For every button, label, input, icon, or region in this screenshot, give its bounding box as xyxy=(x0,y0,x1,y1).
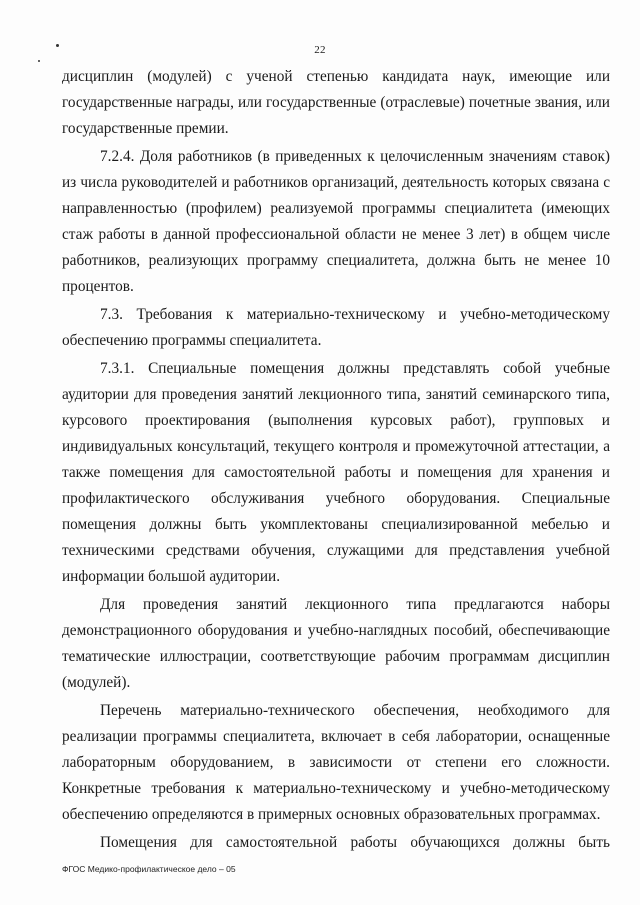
paragraph-material-list: Перечень материально-технического обеспечения, необходимого для реализации программы специалитета, включает в себя лаборатории, оснащенные лабораторным оборудованием, в зависимости от степени его сложности. Конкретные требования к материально-техническому и учебно-методическому обеспечению определяются в примерных основных образовательных программах. xyxy=(62,702,610,823)
paragraph-lecture-equipment: Для проведения занятий лекционного типа предлагаются наборы демонстрационного оборудования и учебно-наглядных пособий, обеспечивающие тематические иллюстрации, соответствующие рабочим программам дисциплин (модулей). xyxy=(62,596,610,691)
page-footer: ФГОС Медико-профилактическое дело – 05 xyxy=(62,864,236,874)
document-body xyxy=(62,64,610,856)
paragraph-7-3-1: 7.3.1. Специальные помещения должны представлять собой учебные аудитории для проведения занятий лекционного типа, занятий семинарского типа, курсового проектирования (выполнения курсовых работ), групповых и индивидуальных консультаций, текущего контроля и промежуточной аттестации, а также помещения для самостоятельной работы и помещения для хранения и профилактического обслуживания учебного оборудования. Специальные помещения должны быть укомплектованы специализированной мебелью и техническими средствами обучения, служащими для представления учебной информации большой аудитории. xyxy=(62,360,610,585)
paragraph-7-3: 7.3. Требования к материально-техническому и учебно-методическому обеспечению программы специалитета. xyxy=(62,306,610,349)
paragraph-7-2-4: 7.2.4. Доля работников (в приведенных к целочисленным значениям ставок) из числа руководителей и работников организаций, деятельность которых связана с направленностью (профилем) реализуемой программы специалитета (имеющих стаж работы в данной профессиональной области не менее 3 лет) в общем числе работников, реализующих программу специалитета, должна быть не менее 10 процентов. xyxy=(62,148,610,295)
scan-speck xyxy=(38,60,40,62)
paragraph-self-study-rooms: Помещения для самостоятельной работы обучающихся должны быть xyxy=(100,834,610,851)
paragraph-continuation: дисциплин (модулей) с ученой степенью кандидата наук, имеющие или государственные награды, или государственные (отраслевые) почетные звания, или государственные премии. xyxy=(62,68,610,137)
page-number: 22 xyxy=(314,44,326,56)
